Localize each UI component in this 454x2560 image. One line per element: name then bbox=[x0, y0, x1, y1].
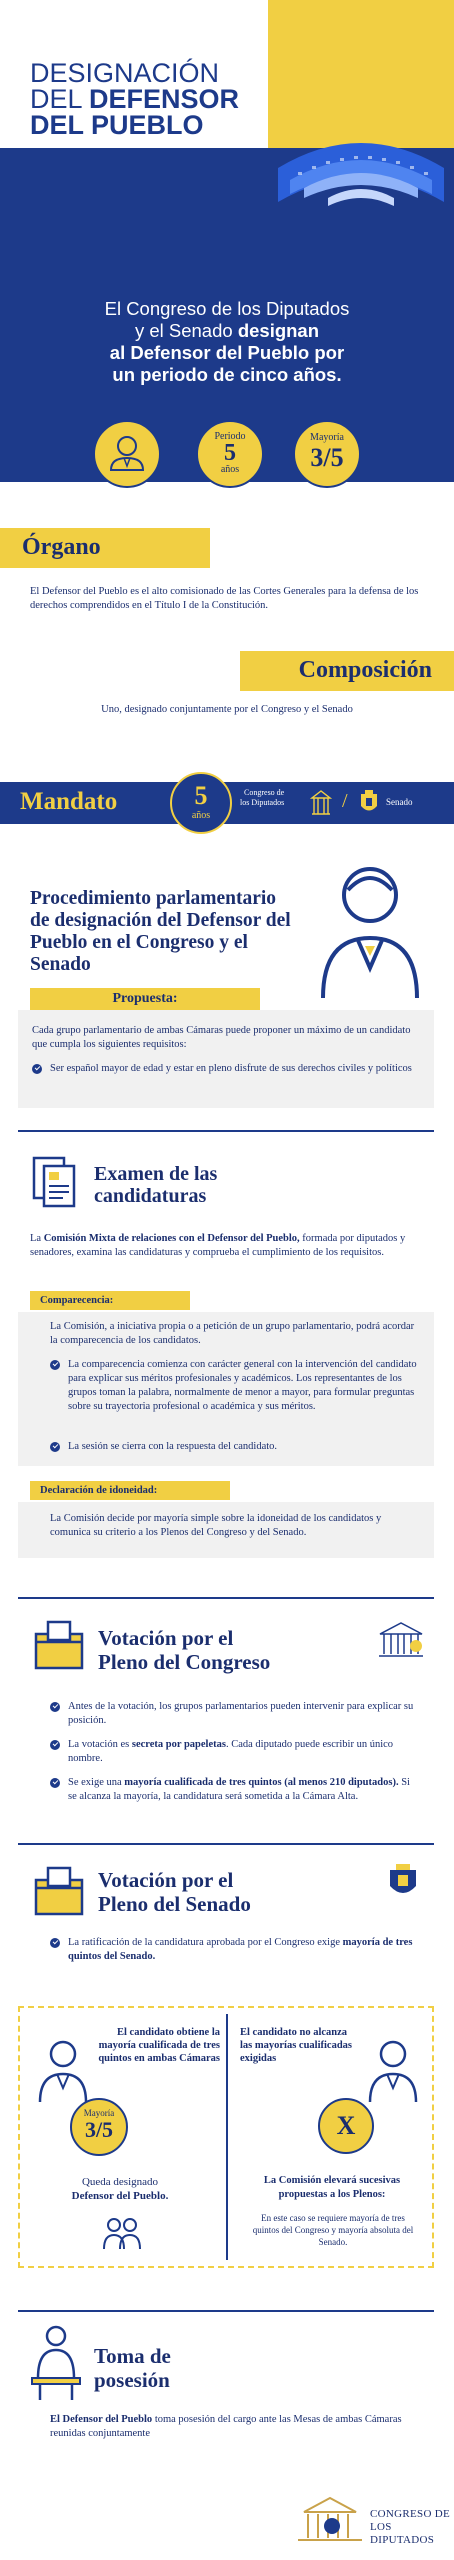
intro-line-2a: y el Senado bbox=[134, 320, 238, 341]
oath-person-icon bbox=[28, 2322, 88, 2402]
section-divider bbox=[18, 1130, 434, 1132]
left-badge-label: Mayoría bbox=[83, 2108, 115, 2118]
vc-bullet-2b: secreta por papeletas bbox=[131, 1739, 226, 1750]
examen-intro-b: Comisión Mixta de relaciones con el Defensor del Pueblo, bbox=[43, 1233, 300, 1244]
comparecencia-bullet-1: La comparecencia comienza con carácter general con la intervención del candidato para explicar sus méritos profesionales y académicos. Los representantes de los grupos toman la palabra, normalmente de menor a mayor, para formular preguntas sobre su trayectoria profesional o académica y sus méritos. bbox=[50, 1358, 420, 1414]
person-circle bbox=[93, 420, 161, 488]
periodo-circle bbox=[196, 420, 264, 488]
vc-bullet-3b: mayoría cualificada de tres quintos (al menos 210 diputados). bbox=[124, 1777, 399, 1788]
mandato-slash: / bbox=[342, 790, 348, 812]
footer-logo-2: LOS DIPUTADOS bbox=[370, 2521, 435, 2546]
votacion-senado-title bbox=[98, 1868, 251, 1916]
section-divider-3 bbox=[18, 1843, 434, 1845]
outcome-right-badge bbox=[318, 2098, 374, 2154]
vc-bullet-3 bbox=[50, 1776, 420, 1804]
vc-bullet-3a: Se exige una bbox=[68, 1777, 125, 1788]
toma-title bbox=[94, 2344, 171, 2392]
candidate-right-icon bbox=[366, 2038, 420, 2104]
page-title bbox=[30, 60, 290, 138]
examen-title bbox=[94, 1163, 217, 1207]
periodo-label: Periodo bbox=[214, 431, 246, 442]
congress-building-icon bbox=[376, 1620, 426, 1660]
idoneidad-box bbox=[18, 1502, 434, 1558]
mayoria-label: Mayoría bbox=[310, 432, 344, 443]
toma-text-a: El Defensor del Pueblo bbox=[50, 2414, 153, 2425]
toma-title-2: posesión bbox=[94, 2368, 170, 2392]
vs-bullet-1a: La ratificación de la candidatura aprobada por el Congreso exige bbox=[68, 1937, 343, 1948]
comparecencia-bullet-2: La sesión se cierra con la respuesta del candidato. bbox=[50, 1440, 420, 1454]
idoneidad-label: Declaración de idoneidad: bbox=[40, 1485, 158, 1496]
header bbox=[0, 0, 454, 224]
intro-line-1: El Congreso de los Diputados bbox=[104, 298, 350, 319]
examen-intro-a: La bbox=[30, 1233, 44, 1244]
propuesta-box bbox=[18, 1010, 434, 1108]
section-divider-4 bbox=[18, 2310, 434, 2312]
vc-title-2: Pleno del Congreso bbox=[98, 1650, 271, 1674]
outcome-right-result: La Comisión elevará sucesivas propuestas a los Plenos: bbox=[263, 2175, 401, 2200]
outcome-left-badge bbox=[70, 2098, 128, 2156]
ballot-box-icon bbox=[32, 1620, 86, 1670]
propuesta-label: Propuesta: bbox=[112, 991, 178, 1006]
person-icon bbox=[95, 422, 159, 486]
vs-bullet-1 bbox=[50, 1936, 420, 1964]
outcome-left-result bbox=[30, 2175, 210, 2203]
documents-icon bbox=[32, 1156, 78, 1208]
examen-intro-c: formada por diputados y senadores, examina las candidaturas y comprueba el cumplimiento de los requisitos. bbox=[30, 1233, 406, 1258]
composicion-heading-bar bbox=[240, 651, 454, 691]
official-person-icon bbox=[315, 860, 425, 1000]
examen-title-1: Examen de las bbox=[94, 1163, 218, 1185]
composicion-title: Composición bbox=[298, 657, 432, 683]
footer-logo-text bbox=[370, 2508, 454, 2547]
hemicycle-icon bbox=[268, 128, 454, 228]
periodo-value: 5 bbox=[224, 440, 236, 466]
vs-title-1: Votación por el bbox=[98, 1868, 234, 1892]
section-divider-2 bbox=[18, 1597, 434, 1599]
examen-title-2: candidaturas bbox=[94, 1185, 207, 1207]
toma-text bbox=[50, 2413, 420, 2441]
candidate-left-icon bbox=[36, 2038, 90, 2104]
toma-title-1: Toma de bbox=[94, 2344, 171, 2368]
ballot-box-icon-2 bbox=[32, 1866, 86, 1916]
outcome-divider bbox=[226, 2014, 228, 2260]
mandato-congreso-1: Congreso de bbox=[244, 788, 285, 797]
congreso-logo-icon bbox=[310, 788, 332, 816]
propuesta-label-bar bbox=[30, 988, 260, 1010]
mandato-unit: años bbox=[191, 810, 211, 821]
comparecencia-label: Comparecencia: bbox=[40, 1295, 114, 1306]
mayoria-circle bbox=[293, 420, 361, 488]
left-badge-value: 3/5 bbox=[84, 2117, 114, 2142]
vc-bullet-1: Antes de la votación, los grupos parlamentarios pueden intervenir para explicar su posición. bbox=[50, 1700, 420, 1728]
outcome-right-note: En este caso se requiere mayoría de tres quintos del Congreso y mayoría absoluta del Senado. bbox=[252, 2213, 414, 2247]
mandato-senado: Senado bbox=[386, 797, 413, 807]
right-badge-x: X bbox=[336, 2111, 356, 2140]
mandato-congreso-2: los Diputados bbox=[240, 798, 285, 807]
idoneidad-text: La Comisión decide por mayoría simple sobre la idoneidad de los candidatos y comunica su criterio a los Plenos del Congreso y del Senado. bbox=[50, 1513, 382, 1538]
vs-bullet-1b: mayoría de tres quintos del Senado. bbox=[68, 1937, 413, 1962]
footer-logo-1: CONGRESO DE bbox=[370, 2508, 450, 2520]
vc-bullet-2 bbox=[50, 1738, 420, 1766]
title-line-2a: DEL bbox=[30, 84, 90, 114]
intro-line-4: un periodo de cinco años. bbox=[112, 364, 342, 385]
intro-line-3: al Defensor del Pueblo por bbox=[109, 342, 345, 363]
periodo-unit: años bbox=[220, 464, 240, 475]
examen-intro bbox=[30, 1232, 430, 1260]
mandato-title: Mandato bbox=[20, 788, 118, 815]
congreso-footer-logo-icon bbox=[292, 2490, 368, 2544]
vc-bullet-3c: Si se alcanza la mayoría, la candidatura será sometida a la Cámara Alta. bbox=[68, 1777, 410, 1802]
votacion-congreso-bullets bbox=[50, 1700, 420, 1804]
organo-heading-bar bbox=[0, 528, 210, 568]
vc-bullet-2a: La votación es bbox=[68, 1739, 132, 1750]
vc-title-1: Votación por el bbox=[98, 1626, 234, 1650]
mayoria-value: 3/5 bbox=[310, 443, 344, 472]
left-result-2: Defensor del Pueblo. bbox=[71, 2190, 169, 2202]
senado-seal-icon bbox=[386, 1862, 420, 1902]
organo-text: El Defensor del Pueblo es el alto comisionado de las Cortes Generales para la defensa de los derechos comprendidos en el Título I de la Constitución. bbox=[30, 586, 419, 611]
title-line-1: DESIGNACIÓN bbox=[30, 58, 220, 88]
propuesta-text: Cada grupo parlamentario de ambas Cámaras puede proponer un máximo de un candidato que cumpla los siguientes requisitos: bbox=[32, 1025, 411, 1050]
mandato-circle bbox=[170, 772, 232, 834]
vs-title-2: Pleno del Senado bbox=[98, 1892, 251, 1916]
senado-crest-icon bbox=[358, 788, 380, 816]
header-gold-band bbox=[268, 0, 454, 148]
intro-text bbox=[0, 298, 454, 386]
title-line-3: DEL PUEBLO bbox=[30, 110, 204, 140]
intro-line-2b: designan bbox=[237, 320, 320, 341]
vc-bullet-2c: . Cada diputado puede escribir un único nombre. bbox=[68, 1739, 394, 1764]
toma-text-b: toma posesión del cargo ante las Mesas de ambas Cámaras reunidas conjuntamente bbox=[50, 2414, 402, 2439]
outcome-right-head: El candidato no alcanza las mayorías cualificadas exigidas bbox=[240, 2027, 352, 2064]
title-line-2b: DEFENSOR bbox=[89, 84, 240, 114]
procedimiento-title: Procedimiento parlamentario de designación del Defensor del Pueblo en el Congreso y el Senado bbox=[30, 888, 291, 975]
votacion-congreso-title bbox=[98, 1626, 270, 1674]
left-result-1: Queda designado bbox=[81, 2176, 159, 2188]
comparecencia-label-bar bbox=[30, 1291, 190, 1310]
requisito-item: Ser español mayor de edad y estar en pleno disfrute de sus derechos civiles y políticos bbox=[32, 1062, 418, 1076]
comparecencia-text: La Comisión, a iniciativa propia o a petición de un grupo parlamentario, podrá acordar la comparecencia de los candidatos. bbox=[50, 1321, 415, 1346]
mandato-value: 5 bbox=[194, 781, 208, 810]
outcome-left-head: El candidato obtiene la mayoría cualificada de tres quintos en ambas Cámaras bbox=[98, 2027, 220, 2064]
comparecencia-box bbox=[18, 1312, 434, 1466]
composicion-text: Uno, designado conjuntamente por el Congreso y el Senado bbox=[101, 704, 353, 715]
group-people-icon bbox=[102, 2215, 142, 2251]
organo-title: Órgano bbox=[22, 534, 101, 560]
idoneidad-label-bar bbox=[30, 1481, 230, 1500]
